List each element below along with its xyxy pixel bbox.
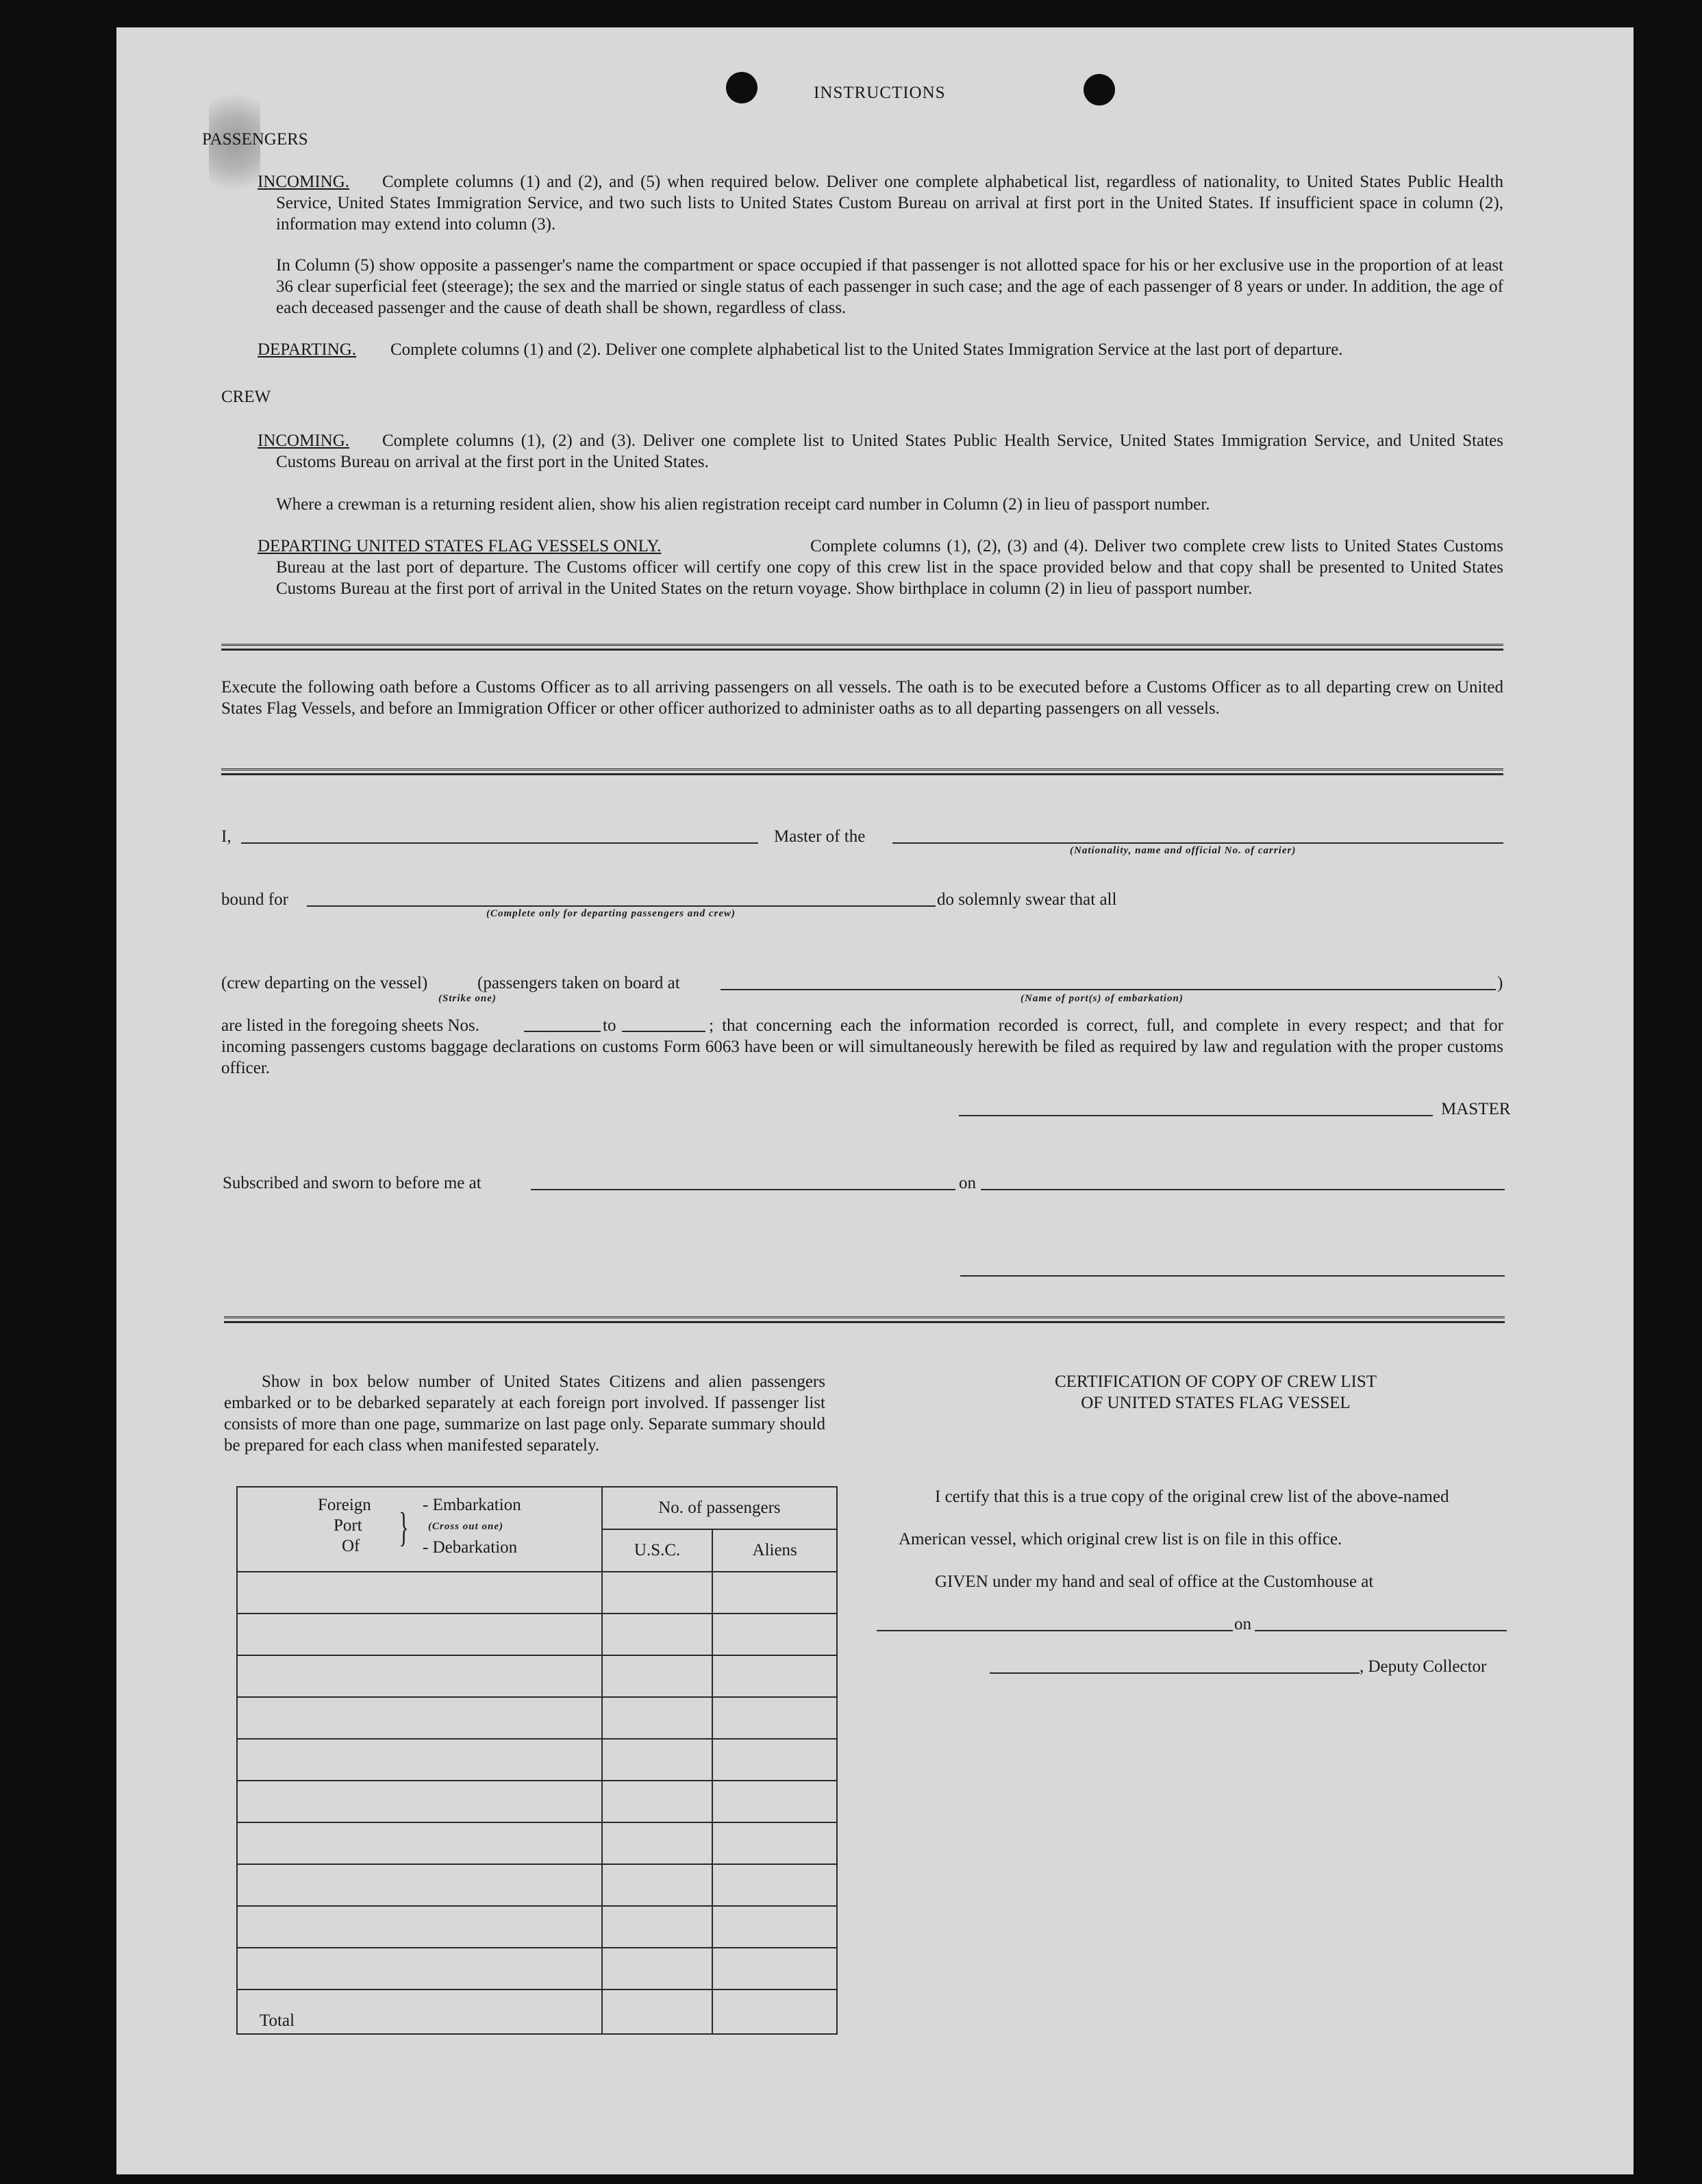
crew-departing-text: Complete columns (1), (2), (3) and (4). Deliver two complete crew lists to United States Customs Bureau at the last port of departure. The Customs officer will certify one copy of this crew list in the space provided below and that copy shall be presented to United States Customs Bureau at the first port of arrival in the United States on the return voyage. Show birthplace in column (2) in lieu of passport number. [276,537,1503,598]
usc-header: U.S.C. [602,1529,712,1572]
swear-text: do solemnly swear that all [937,890,1117,909]
aliens-cell[interactable] [712,1655,837,1697]
crew-departing-label: DEPARTING UNITED STATES FLAG VESSELS ONLY. [258,537,662,555]
usc-cell[interactable] [602,1948,712,1990]
aliens-cell[interactable] [712,1822,837,1864]
table-row [237,1906,837,1948]
bound-for-label: bound for [221,890,288,909]
section-divider [221,644,1503,651]
ports-hint: (Name of port(s) of embarkation) [1021,993,1184,1004]
officer-signature-field[interactable] [960,1275,1505,1277]
usc-cell[interactable] [602,1655,712,1697]
port-cell[interactable] [237,1614,602,1655]
aliens-cell[interactable] [712,1697,837,1739]
master-name-field[interactable] [241,842,758,844]
passengers-departing-label: DEPARTING. [258,340,357,359]
aliens-header: Aliens [712,1529,837,1572]
aliens-cell[interactable] [712,1864,837,1906]
table-row [237,1697,837,1739]
usc-cell[interactable] [602,1697,712,1739]
master-label: MASTER [1441,1100,1511,1118]
column5-text: In Column (5) show opposite a passenger's name the compartment or space occupied if that passenger is not allotted space for his or her exclusive use in the proportion of at least 36 clear superficial feet (steerage); the sex and the married or single status of each passenger in such case; and the age of each passenger of 8 years or under. In addition, the age of each deceased passenger and the cause of death shall be shown, regardless of class. [276,256,1503,317]
table-row [237,1655,837,1697]
total-row [237,1990,837,2034]
usc-cell[interactable] [602,1864,712,1906]
close-paren: ) [1497,974,1503,992]
port-cell[interactable] [237,1697,602,1739]
crew-resident-text: Where a crewman is a returning resident alien, show his alien registration receipt card number in Column (2) in lieu of passport number. [276,495,1210,514]
port-cell[interactable] [237,1906,602,1948]
customhouse-field[interactable] [877,1630,1233,1631]
table-row [237,1781,837,1822]
carrier-field[interactable] [892,842,1503,844]
port-label: Port [334,1516,362,1535]
oath-declaration: ; that concerning each the information recorded is correct, full, and complete in every respect; and that for incoming passengers customs baggage declarations on customs Form 6063 have been or will simultaneously herewith be filed as required by law and regulation with the proper customs officer. [221,1016,1503,1077]
deputy-signature-field[interactable] [990,1672,1360,1674]
no-passengers-header: No. of passengers [602,1487,837,1529]
port-cell[interactable] [237,1739,602,1781]
oath-divider [221,768,1503,775]
subscribed-label: Subscribed and sworn to before me at [223,1174,481,1192]
summary-instructions: Show in box below number of United States Citizens and alien passengers embarked or to be debarked separately at each foreign port involved. If passenger list consists of more than one page, summarize on last page only. Separate summary should be prepared for each class when manifested separately. [224,1372,825,1455]
of-label: Of [342,1537,360,1555]
table-row [237,1739,837,1781]
port-cell[interactable] [237,1655,602,1697]
total-label: Total [237,1990,602,2034]
sheets-prefix: are listed in the foregoing sheets Nos. [221,1016,479,1035]
sworn-date-field[interactable] [981,1189,1505,1190]
cross-out-hint: (Cross out one) [428,1521,504,1532]
aliens-cell[interactable] [712,1572,837,1614]
passengers-incoming-text: Complete columns (1) and (2), and (5) when required below. Deliver one complete alphabetical list, regardless of nationality, to United States Public Health Service, United States Immigration Service, and two such lists to United States Custom Bureau on arrival at first port in the United States. If insufficient space in column (2), information may extend into column (3). [276,173,1503,234]
crew-incoming-label: INCOMING. [258,431,350,450]
oath-intro: Execute the following oath before a Customs Officer as to all arriving passengers on all vessels. The oath is to be executed before a Customs Officer as to all departing crew on United States Flag Vessels, and before an Immigration Officer or other officer authorized to administer oaths as to all departing passengers on all vessels. [221,678,1503,718]
crew-incoming-text: Complete columns (1), (2) and (3). Deliver one complete list to United States Public Health Service, United States Immigration Service, and United States Customs Bureau on arrival at the first port in the United States. [276,431,1503,471]
table-row [237,1822,837,1864]
certification-title-line1: CERTIFICATION OF COPY OF CREW LIST [1054,1372,1377,1391]
table-row [237,1572,837,1614]
master-of-label: Master of the [774,827,866,846]
usc-cell[interactable] [602,1822,712,1864]
page-title: INSTRUCTIONS [814,84,946,102]
usc-cell[interactable] [602,1739,712,1781]
usc-cell[interactable] [602,1906,712,1948]
sworn-place-field[interactable] [531,1189,955,1190]
passengers-departing-text: Complete columns (1) and (2). Deliver one complete alphabetical list to the United States Immigration Service at the last port of departure. [390,340,1343,359]
summary-divider [224,1316,1505,1323]
table-row [237,1864,837,1906]
punch-hole-right [1084,74,1115,105]
embarkation-ports-field[interactable] [721,989,1496,990]
port-cell[interactable] [237,1572,602,1614]
form-page [116,27,1634,2174]
usc-cell[interactable] [602,1614,712,1655]
sheet-to-label: to [603,1016,616,1035]
sworn-on-label: on [959,1174,976,1192]
aliens-cell[interactable] [712,1739,837,1781]
certification-date-field[interactable] [1255,1630,1507,1631]
table-row [237,1948,837,1990]
port-cell[interactable] [237,1864,602,1906]
crew-heading: CREW [221,388,271,406]
master-signature-field[interactable] [959,1115,1433,1116]
debarkation-option: - Debarkation [423,1538,518,1557]
usc-cell[interactable] [602,1781,712,1822]
port-cell[interactable] [237,1822,602,1864]
certification-line3: GIVEN under my hand and seal of office at the Customhouse at [935,1572,1374,1591]
usc-cell[interactable] [602,1572,712,1614]
strike-one-hint: (Strike one) [438,993,497,1004]
usc-total-cell[interactable] [602,1990,712,2034]
table-row [237,1614,837,1655]
certification-line1: I certify that this is a true copy of the original crew list of the above-named [935,1488,1449,1506]
aliens-cell[interactable] [712,1948,837,1990]
bound-for-hint: (Complete only for departing passengers and crew) [486,908,736,919]
port-cell[interactable] [237,1781,602,1822]
passenger-summary-table [236,1486,838,2035]
aliens-cell[interactable] [712,1781,837,1822]
aliens-cell[interactable] [712,1906,837,1948]
aliens-cell[interactable] [712,1614,837,1655]
foreign-label: Foreign [318,1496,371,1514]
aliens-total-cell[interactable] [712,1990,837,2034]
certification-line2: American vessel, which original crew list is on file in this office. [899,1530,1342,1548]
passengers-heading: PASSENGERS [202,130,308,149]
bound-for-field[interactable] [307,905,936,907]
port-header-cell [237,1487,602,1572]
deputy-collector-label: , Deputy Collector [1360,1657,1487,1676]
passengers-taken-option: (passengers taken on board at [477,974,680,992]
brace-icon: } [399,1505,409,1550]
crew-departing-option: (crew departing on the vessel) [221,974,428,992]
punch-hole-left [726,72,758,103]
certification-on-label: on [1234,1615,1251,1633]
oath-i-label: I, [221,827,231,846]
embarkation-option: - Embarkation [423,1496,521,1514]
port-cell[interactable] [237,1948,602,1990]
certification-title-line2: OF UNITED STATES FLAG VESSEL [1081,1394,1351,1412]
passengers-incoming-label: INCOMING. [258,173,350,191]
carrier-hint: (Nationality, name and official No. of carrier) [1070,845,1297,856]
